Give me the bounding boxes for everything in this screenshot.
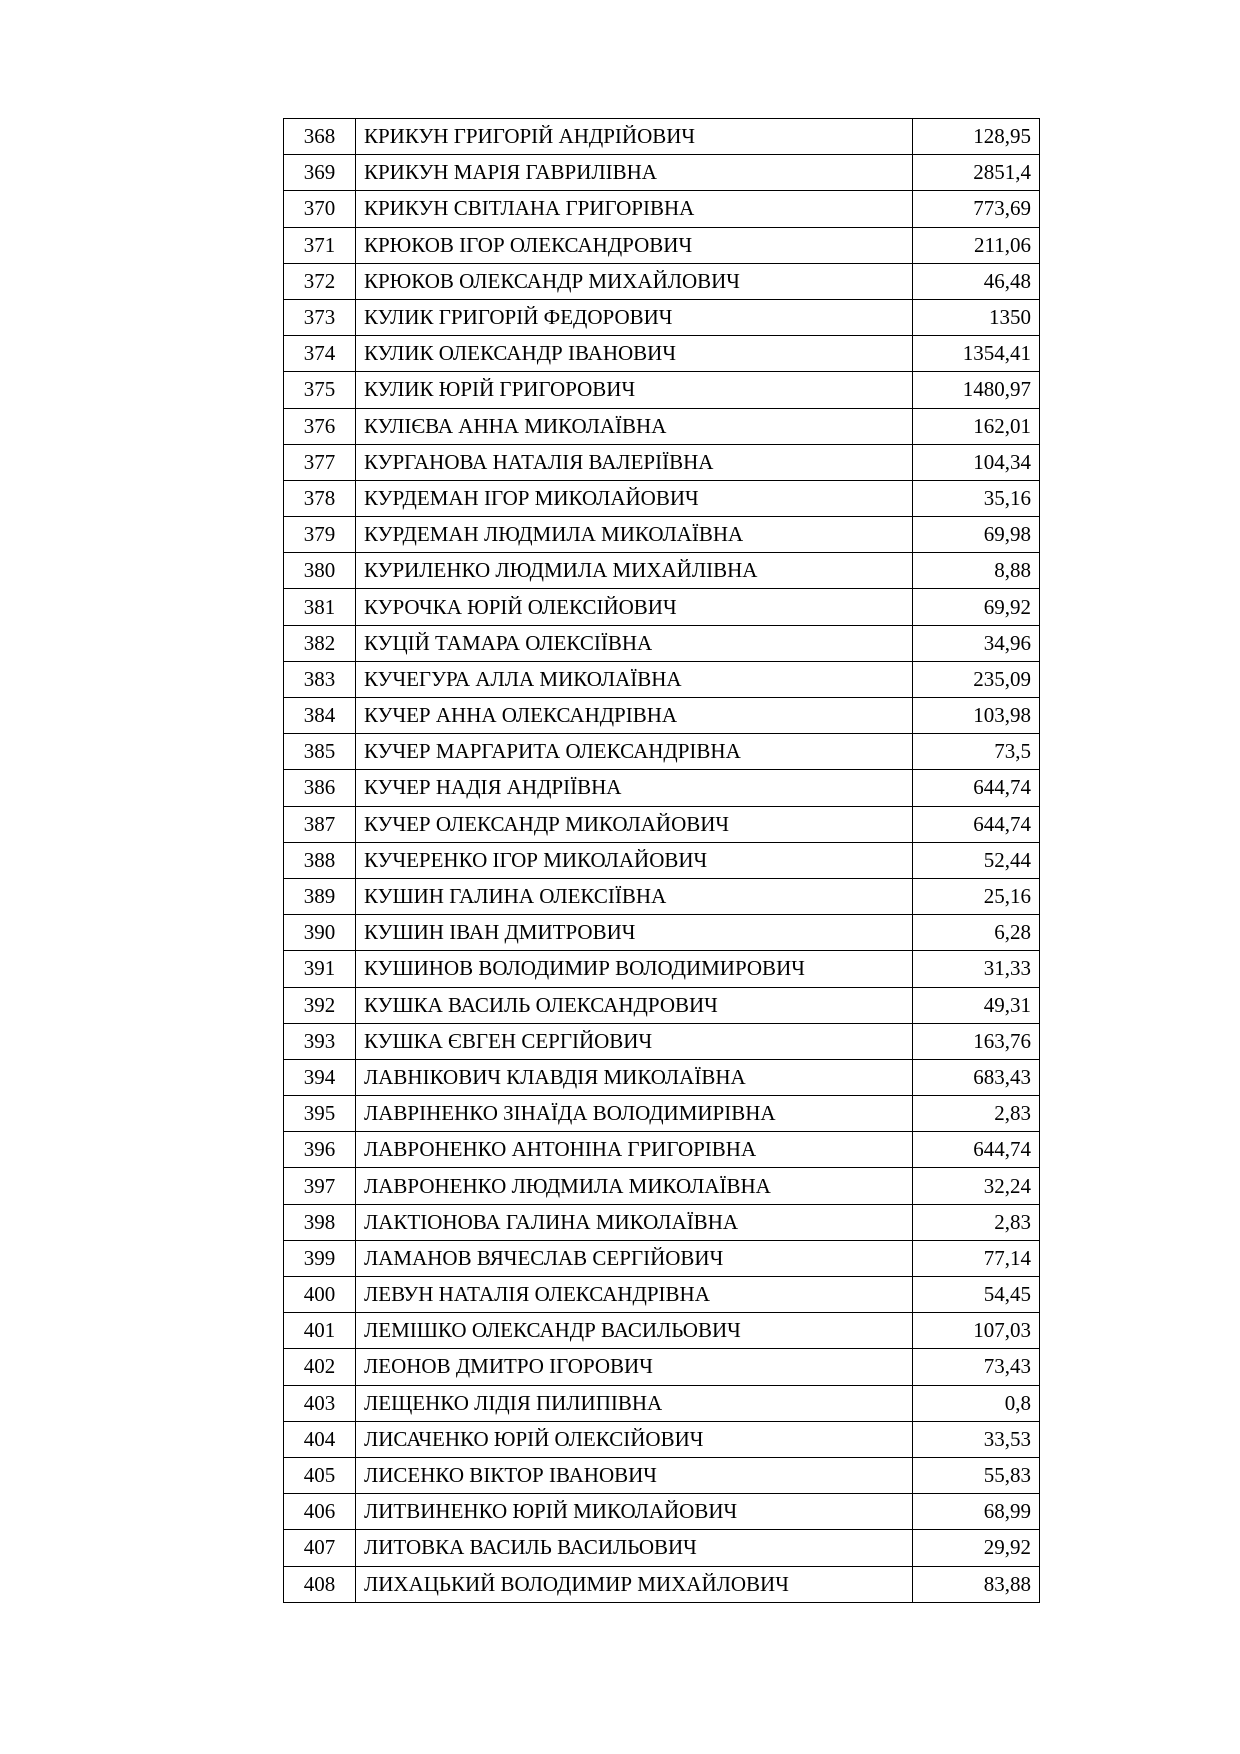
- amount-cell: 162,01: [913, 408, 1040, 444]
- full-name-cell: ЛЕОНОВ ДМИТРО ІГОРОВИЧ: [356, 1349, 913, 1385]
- full-name-cell: КУШИНОВ ВОЛОДИМИР ВОЛОДИМИРОВИЧ: [356, 951, 913, 987]
- table-body: [284, 119, 1040, 1603]
- row-number-cell: 380: [284, 553, 356, 589]
- row-number-cell: 384: [284, 698, 356, 734]
- amount-cell: 8,88: [913, 553, 1040, 589]
- amount-cell: 104,34: [913, 444, 1040, 480]
- table-row: [284, 480, 1040, 516]
- full-name-cell: ЛЕЩЕНКО ЛІДІЯ ПИЛИПІВНА: [356, 1385, 913, 1421]
- table-row: [284, 1277, 1040, 1313]
- table-row: [284, 734, 1040, 770]
- table-row: [284, 1059, 1040, 1095]
- table-row: [284, 878, 1040, 914]
- row-number-cell: 381: [284, 589, 356, 625]
- amount-cell: 49,31: [913, 987, 1040, 1023]
- table-row: [284, 1240, 1040, 1276]
- full-name-cell: КУРИЛЕНКО ЛЮДМИЛА МИХАЙЛІВНА: [356, 553, 913, 589]
- row-number-cell: 393: [284, 1023, 356, 1059]
- full-name-cell: ЛАВРІНЕНКО ЗІНАЇДА ВОЛОДИМИРІВНА: [356, 1096, 913, 1132]
- amount-cell: 35,16: [913, 480, 1040, 516]
- full-name-cell: КУРДЕМАН ЛЮДМИЛА МИКОЛАЇВНА: [356, 517, 913, 553]
- full-name-cell: ЛАКТІОНОВА ГАЛИНА МИКОЛАЇВНА: [356, 1204, 913, 1240]
- amount-cell: 83,88: [913, 1566, 1040, 1602]
- row-number-cell: 407: [284, 1530, 356, 1566]
- full-name-cell: ЛАВРОНЕНКО ЛЮДМИЛА МИКОЛАЇВНА: [356, 1168, 913, 1204]
- row-number-cell: 399: [284, 1240, 356, 1276]
- amount-cell: 683,43: [913, 1059, 1040, 1095]
- table-row: [284, 336, 1040, 372]
- row-number-cell: 371: [284, 227, 356, 263]
- row-number-cell: 369: [284, 155, 356, 191]
- full-name-cell: КРИКУН МАРІЯ ГАВРИЛІВНА: [356, 155, 913, 191]
- table-row: [284, 806, 1040, 842]
- full-name-cell: КРЮКОВ ОЛЕКСАНДР МИХАЙЛОВИЧ: [356, 263, 913, 299]
- table-row: [284, 842, 1040, 878]
- row-number-cell: 404: [284, 1421, 356, 1457]
- full-name-cell: ЛАМАНОВ ВЯЧЕСЛАВ СЕРГІЙОВИЧ: [356, 1240, 913, 1276]
- amount-cell: 107,03: [913, 1313, 1040, 1349]
- table-row: [284, 1132, 1040, 1168]
- table-row: [284, 1349, 1040, 1385]
- row-number-cell: 389: [284, 878, 356, 914]
- amount-cell: 33,53: [913, 1421, 1040, 1457]
- table-row: [284, 1421, 1040, 1457]
- row-number-cell: 377: [284, 444, 356, 480]
- table-row: [284, 987, 1040, 1023]
- table-row: [284, 1530, 1040, 1566]
- amount-cell: 0,8: [913, 1385, 1040, 1421]
- row-number-cell: 392: [284, 987, 356, 1023]
- full-name-cell: КУЛІЄВА АННА МИКОЛАЇВНА: [356, 408, 913, 444]
- table-row: [284, 299, 1040, 335]
- table-row: [284, 1168, 1040, 1204]
- row-number-cell: 383: [284, 661, 356, 697]
- table-row: [284, 553, 1040, 589]
- row-number-cell: 408: [284, 1566, 356, 1602]
- table-row: [284, 698, 1040, 734]
- amount-cell: 163,76: [913, 1023, 1040, 1059]
- amount-cell: 1354,41: [913, 336, 1040, 372]
- full-name-cell: ЛИТВИНЕНКО ЮРІЙ МИКОЛАЙОВИЧ: [356, 1494, 913, 1530]
- row-number-cell: 370: [284, 191, 356, 227]
- table-row: [284, 517, 1040, 553]
- table-row: [284, 227, 1040, 263]
- amount-cell: 29,92: [913, 1530, 1040, 1566]
- table-row: [284, 1457, 1040, 1493]
- full-name-cell: КУЧЕР ОЛЕКСАНДР МИКОЛАЙОВИЧ: [356, 806, 913, 842]
- names-amounts-table: [283, 118, 1040, 1603]
- row-number-cell: 372: [284, 263, 356, 299]
- full-name-cell: КУШИН ГАЛИНА ОЛЕКСІЇВНА: [356, 878, 913, 914]
- table-row: [284, 915, 1040, 951]
- row-number-cell: 400: [284, 1277, 356, 1313]
- amount-cell: 54,45: [913, 1277, 1040, 1313]
- row-number-cell: 398: [284, 1204, 356, 1240]
- row-number-cell: 390: [284, 915, 356, 951]
- amount-cell: 55,83: [913, 1457, 1040, 1493]
- row-number-cell: 394: [284, 1059, 356, 1095]
- table-row: [284, 589, 1040, 625]
- table-row: [284, 1023, 1040, 1059]
- table-row: [284, 119, 1040, 155]
- table-row: [284, 191, 1040, 227]
- full-name-cell: КУЛИК ЮРІЙ ГРИГОРОВИЧ: [356, 372, 913, 408]
- full-name-cell: ЛЕВУН НАТАЛІЯ ОЛЕКСАНДРІВНА: [356, 1277, 913, 1313]
- amount-cell: 644,74: [913, 1132, 1040, 1168]
- amount-cell: 1480,97: [913, 372, 1040, 408]
- amount-cell: 31,33: [913, 951, 1040, 987]
- full-name-cell: ЛИСЕНКО ВІКТОР ІВАНОВИЧ: [356, 1457, 913, 1493]
- amount-cell: 68,99: [913, 1494, 1040, 1530]
- row-number-cell: 375: [284, 372, 356, 408]
- full-name-cell: КРИКУН ГРИГОРІЙ АНДРІЙОВИЧ: [356, 119, 913, 155]
- full-name-cell: ЛИТОВКА ВАСИЛЬ ВАСИЛЬОВИЧ: [356, 1530, 913, 1566]
- row-number-cell: 397: [284, 1168, 356, 1204]
- amount-cell: 644,74: [913, 770, 1040, 806]
- table-row: [284, 1566, 1040, 1602]
- row-number-cell: 376: [284, 408, 356, 444]
- full-name-cell: КУЧЕРЕНКО ІГОР МИКОЛАЙОВИЧ: [356, 842, 913, 878]
- table-row: [284, 951, 1040, 987]
- row-number-cell: 373: [284, 299, 356, 335]
- row-number-cell: 385: [284, 734, 356, 770]
- amount-cell: 211,06: [913, 227, 1040, 263]
- table-row: [284, 372, 1040, 408]
- row-number-cell: 386: [284, 770, 356, 806]
- row-number-cell: 382: [284, 625, 356, 661]
- row-number-cell: 405: [284, 1457, 356, 1493]
- full-name-cell: КУШКА ЄВГЕН СЕРГІЙОВИЧ: [356, 1023, 913, 1059]
- table-row: [284, 625, 1040, 661]
- row-number-cell: 396: [284, 1132, 356, 1168]
- row-number-cell: 395: [284, 1096, 356, 1132]
- amount-cell: 103,98: [913, 698, 1040, 734]
- full-name-cell: ЛЕМІШКО ОЛЕКСАНДР ВАСИЛЬОВИЧ: [356, 1313, 913, 1349]
- full-name-cell: КУЛИК ОЛЕКСАНДР ІВАНОВИЧ: [356, 336, 913, 372]
- amount-cell: 69,98: [913, 517, 1040, 553]
- full-name-cell: КУЛИК ГРИГОРІЙ ФЕДОРОВИЧ: [356, 299, 913, 335]
- table-row: [284, 1494, 1040, 1530]
- table-row: [284, 770, 1040, 806]
- full-name-cell: ЛАВНІКОВИЧ КЛАВДІЯ МИКОЛАЇВНА: [356, 1059, 913, 1095]
- amount-cell: 52,44: [913, 842, 1040, 878]
- amount-cell: 2,83: [913, 1204, 1040, 1240]
- table-row: [284, 1313, 1040, 1349]
- row-number-cell: 368: [284, 119, 356, 155]
- table-row: [284, 1096, 1040, 1132]
- full-name-cell: КУЧЕГУРА АЛЛА МИКОЛАЇВНА: [356, 661, 913, 697]
- table-row: [284, 263, 1040, 299]
- table-row: [284, 661, 1040, 697]
- full-name-cell: ЛИХАЦЬКИЙ ВОЛОДИМИР МИХАЙЛОВИЧ: [356, 1566, 913, 1602]
- row-number-cell: 388: [284, 842, 356, 878]
- amount-cell: 77,14: [913, 1240, 1040, 1276]
- amount-cell: 128,95: [913, 119, 1040, 155]
- row-number-cell: 402: [284, 1349, 356, 1385]
- table-row: [284, 1385, 1040, 1421]
- amount-cell: 644,74: [913, 806, 1040, 842]
- row-number-cell: 401: [284, 1313, 356, 1349]
- row-number-cell: 406: [284, 1494, 356, 1530]
- amount-cell: 32,24: [913, 1168, 1040, 1204]
- table-row: [284, 1204, 1040, 1240]
- amount-cell: 46,48: [913, 263, 1040, 299]
- row-number-cell: 387: [284, 806, 356, 842]
- full-name-cell: КУШКА ВАСИЛЬ ОЛЕКСАНДРОВИЧ: [356, 987, 913, 1023]
- amount-cell: 69,92: [913, 589, 1040, 625]
- amount-cell: 773,69: [913, 191, 1040, 227]
- full-name-cell: КУРГАНОВА НАТАЛІЯ ВАЛЕРІЇВНА: [356, 444, 913, 480]
- full-name-cell: ЛАВРОНЕНКО АНТОНІНА ГРИГОРІВНА: [356, 1132, 913, 1168]
- full-name-cell: КУЦІЙ ТАМАРА ОЛЕКСІЇВНА: [356, 625, 913, 661]
- amount-cell: 2,83: [913, 1096, 1040, 1132]
- amount-cell: 34,96: [913, 625, 1040, 661]
- amount-cell: 235,09: [913, 661, 1040, 697]
- row-number-cell: 378: [284, 480, 356, 516]
- full-name-cell: КУЧЕР АННА ОЛЕКСАНДРІВНА: [356, 698, 913, 734]
- table-row: [284, 408, 1040, 444]
- full-name-cell: КРИКУН СВІТЛАНА ГРИГОРІВНА: [356, 191, 913, 227]
- amount-cell: 1350: [913, 299, 1040, 335]
- full-name-cell: КУЧЕР НАДІЯ АНДРІЇВНА: [356, 770, 913, 806]
- full-name-cell: КРЮКОВ ІГОР ОЛЕКСАНДРОВИЧ: [356, 227, 913, 263]
- full-name-cell: КУЧЕР МАРГАРИТА ОЛЕКСАНДРІВНА: [356, 734, 913, 770]
- row-number-cell: 379: [284, 517, 356, 553]
- row-number-cell: 391: [284, 951, 356, 987]
- full-name-cell: КУРДЕМАН ІГОР МИКОЛАЙОВИЧ: [356, 480, 913, 516]
- full-name-cell: КУРОЧКА ЮРІЙ ОЛЕКСІЙОВИЧ: [356, 589, 913, 625]
- full-name-cell: ЛИСАЧЕНКО ЮРІЙ ОЛЕКСІЙОВИЧ: [356, 1421, 913, 1457]
- amount-cell: 2851,4: [913, 155, 1040, 191]
- table-row: [284, 444, 1040, 480]
- amount-cell: 73,5: [913, 734, 1040, 770]
- row-number-cell: 403: [284, 1385, 356, 1421]
- amount-cell: 73,43: [913, 1349, 1040, 1385]
- amount-cell: 25,16: [913, 878, 1040, 914]
- amount-cell: 6,28: [913, 915, 1040, 951]
- row-number-cell: 374: [284, 336, 356, 372]
- table-row: [284, 155, 1040, 191]
- full-name-cell: КУШИН ІВАН ДМИТРОВИЧ: [356, 915, 913, 951]
